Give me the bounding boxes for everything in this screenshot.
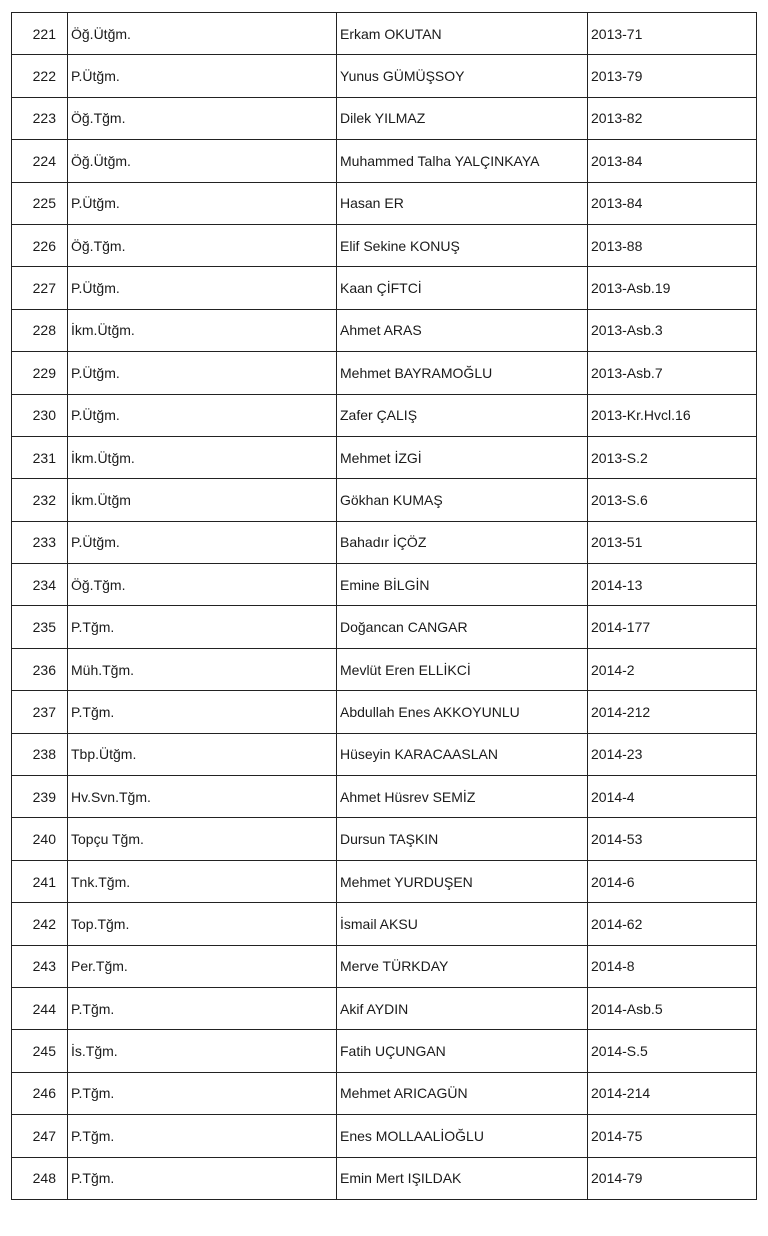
code-cell: 2013-88 xyxy=(588,224,757,266)
row-number: 242 xyxy=(12,903,68,945)
table-row xyxy=(12,1030,757,1072)
person-name-cell: Bahadır İÇÖZ xyxy=(337,521,588,563)
code-cell: 2013-Kr.Hvcl.16 xyxy=(588,394,757,436)
code-cell: 2013-Asb.7 xyxy=(588,352,757,394)
table-row xyxy=(12,903,757,945)
rank-cell: İkm.Ütğm. xyxy=(68,309,337,351)
row-number: 235 xyxy=(12,606,68,648)
table-row xyxy=(12,140,757,182)
table-row xyxy=(12,1157,757,1199)
code-cell: 2013-79 xyxy=(588,55,757,97)
person-name-cell: Enes MOLLAALİOĞLU xyxy=(337,1115,588,1157)
rank-cell: İkm.Ütğm xyxy=(68,479,337,521)
row-number: 248 xyxy=(12,1157,68,1199)
rank-cell: Öğ.Tğm. xyxy=(68,564,337,606)
code-cell: 2014-62 xyxy=(588,903,757,945)
table-row xyxy=(12,267,757,309)
table-row xyxy=(12,97,757,139)
person-name-cell: Fatih UÇUNGAN xyxy=(337,1030,588,1072)
code-cell: 2014-4 xyxy=(588,776,757,818)
person-name-cell: Zafer ÇALIŞ xyxy=(337,394,588,436)
row-number: 223 xyxy=(12,97,68,139)
row-number: 226 xyxy=(12,224,68,266)
row-number: 236 xyxy=(12,648,68,690)
table-row xyxy=(12,648,757,690)
person-name-cell: Emin Mert IŞILDAK xyxy=(337,1157,588,1199)
table-row xyxy=(12,182,757,224)
person-name-cell: Doğancan CANGAR xyxy=(337,606,588,648)
code-cell: 2014-8 xyxy=(588,945,757,987)
rank-cell: İkm.Ütğm. xyxy=(68,436,337,478)
rank-cell: Per.Tğm. xyxy=(68,945,337,987)
person-name-cell: Abdullah Enes AKKOYUNLU xyxy=(337,691,588,733)
code-cell: 2013-71 xyxy=(588,13,757,55)
table-row xyxy=(12,394,757,436)
table-row xyxy=(12,309,757,351)
row-number: 222 xyxy=(12,55,68,97)
row-number: 224 xyxy=(12,140,68,182)
person-name-cell: Ahmet Hüsrev SEMİZ xyxy=(337,776,588,818)
table-row xyxy=(12,352,757,394)
table-row xyxy=(12,733,757,775)
code-cell: 2014-23 xyxy=(588,733,757,775)
table-row xyxy=(12,606,757,648)
row-number: 228 xyxy=(12,309,68,351)
row-number: 232 xyxy=(12,479,68,521)
table-row xyxy=(12,987,757,1029)
row-number: 237 xyxy=(12,691,68,733)
person-name-cell: Muhammed Talha YALÇINKAYA xyxy=(337,140,588,182)
rank-cell: Öğ.Ütğm. xyxy=(68,13,337,55)
code-cell: 2014-53 xyxy=(588,818,757,860)
code-cell: 2014-79 xyxy=(588,1157,757,1199)
table-row xyxy=(12,691,757,733)
row-number: 238 xyxy=(12,733,68,775)
person-name-cell: Yunus GÜMÜŞSOY xyxy=(337,55,588,97)
person-name-cell: Mehmet BAYRAMOĞLU xyxy=(337,352,588,394)
table-row xyxy=(12,1115,757,1157)
row-number: 221 xyxy=(12,13,68,55)
rank-cell: P.Tğm. xyxy=(68,1157,337,1199)
code-cell: 2013-Asb.3 xyxy=(588,309,757,351)
row-number: 227 xyxy=(12,267,68,309)
code-cell: 2013-S.6 xyxy=(588,479,757,521)
rank-cell: Hv.Svn.Tğm. xyxy=(68,776,337,818)
code-cell: 2014-13 xyxy=(588,564,757,606)
rank-cell: P.Ütğm. xyxy=(68,267,337,309)
person-name-cell: Kaan ÇİFTCİ xyxy=(337,267,588,309)
rank-cell: P.Tğm. xyxy=(68,691,337,733)
person-name-cell: Ahmet ARAS xyxy=(337,309,588,351)
rank-cell: Tnk.Tğm. xyxy=(68,860,337,902)
row-number: 231 xyxy=(12,436,68,478)
code-cell: 2014-6 xyxy=(588,860,757,902)
person-name-cell: Mehmet YURDUŞEN xyxy=(337,860,588,902)
person-name-cell: İsmail AKSU xyxy=(337,903,588,945)
rank-cell: Top.Tğm. xyxy=(68,903,337,945)
table-row xyxy=(12,13,757,55)
table-row xyxy=(12,436,757,478)
person-name-cell: Emine BİLGİN xyxy=(337,564,588,606)
code-cell: 2014-S.5 xyxy=(588,1030,757,1072)
rank-cell: P.Tğm. xyxy=(68,1072,337,1114)
code-cell: 2014-75 xyxy=(588,1115,757,1157)
code-cell: 2014-Asb.5 xyxy=(588,987,757,1029)
table-row xyxy=(12,479,757,521)
code-cell: 2014-177 xyxy=(588,606,757,648)
row-number: 233 xyxy=(12,521,68,563)
table-row xyxy=(12,776,757,818)
row-number: 246 xyxy=(12,1072,68,1114)
personnel-table xyxy=(11,12,757,1200)
rank-cell: Öğ.Tğm. xyxy=(68,224,337,266)
table-row xyxy=(12,860,757,902)
code-cell: 2013-S.2 xyxy=(588,436,757,478)
rank-cell: P.Tğm. xyxy=(68,606,337,648)
code-cell: 2013-82 xyxy=(588,97,757,139)
row-number: 229 xyxy=(12,352,68,394)
person-name-cell: Elif Sekine KONUŞ xyxy=(337,224,588,266)
person-name-cell: Hüseyin KARACAASLAN xyxy=(337,733,588,775)
rank-cell: P.Ütğm. xyxy=(68,55,337,97)
table-row xyxy=(12,945,757,987)
table-row xyxy=(12,818,757,860)
rank-cell: Tbp.Ütğm. xyxy=(68,733,337,775)
rank-cell: P.Ütğm. xyxy=(68,394,337,436)
rank-cell: P.Ütğm. xyxy=(68,182,337,224)
person-name-cell: Mehmet İZGİ xyxy=(337,436,588,478)
row-number: 230 xyxy=(12,394,68,436)
person-name-cell: Hasan ER xyxy=(337,182,588,224)
code-cell: 2014-2 xyxy=(588,648,757,690)
row-number: 245 xyxy=(12,1030,68,1072)
table-row xyxy=(12,1072,757,1114)
row-number: 225 xyxy=(12,182,68,224)
row-number: 241 xyxy=(12,860,68,902)
code-cell: 2013-51 xyxy=(588,521,757,563)
table-body xyxy=(12,13,757,1200)
person-name-cell: Gökhan KUMAŞ xyxy=(337,479,588,521)
rank-cell: İs.Tğm. xyxy=(68,1030,337,1072)
table-row xyxy=(12,521,757,563)
table-row xyxy=(12,564,757,606)
rank-cell: P.Tğm. xyxy=(68,987,337,1029)
person-name-cell: Mevlüt Eren ELLİKCİ xyxy=(337,648,588,690)
row-number: 240 xyxy=(12,818,68,860)
table-row xyxy=(12,224,757,266)
rank-cell: P.Ütğm. xyxy=(68,521,337,563)
rank-cell: Topçu Tğm. xyxy=(68,818,337,860)
code-cell: 2013-84 xyxy=(588,182,757,224)
rank-cell: Müh.Tğm. xyxy=(68,648,337,690)
rank-cell: P.Tğm. xyxy=(68,1115,337,1157)
code-cell: 2014-214 xyxy=(588,1072,757,1114)
row-number: 239 xyxy=(12,776,68,818)
person-name-cell: Merve TÜRKDAY xyxy=(337,945,588,987)
person-name-cell: Dursun TAŞKIN xyxy=(337,818,588,860)
code-cell: 2013-84 xyxy=(588,140,757,182)
person-name-cell: Mehmet ARICAGÜN xyxy=(337,1072,588,1114)
code-cell: 2014-212 xyxy=(588,691,757,733)
code-cell: 2013-Asb.19 xyxy=(588,267,757,309)
person-name-cell: Erkam OKUTAN xyxy=(337,13,588,55)
rank-cell: Öğ.Tğm. xyxy=(68,97,337,139)
person-name-cell: Akif AYDIN xyxy=(337,987,588,1029)
rank-cell: P.Ütğm. xyxy=(68,352,337,394)
table-row xyxy=(12,55,757,97)
row-number: 247 xyxy=(12,1115,68,1157)
row-number: 243 xyxy=(12,945,68,987)
person-name-cell: Dilek YILMAZ xyxy=(337,97,588,139)
row-number: 244 xyxy=(12,987,68,1029)
rank-cell: Öğ.Ütğm. xyxy=(68,140,337,182)
row-number: 234 xyxy=(12,564,68,606)
